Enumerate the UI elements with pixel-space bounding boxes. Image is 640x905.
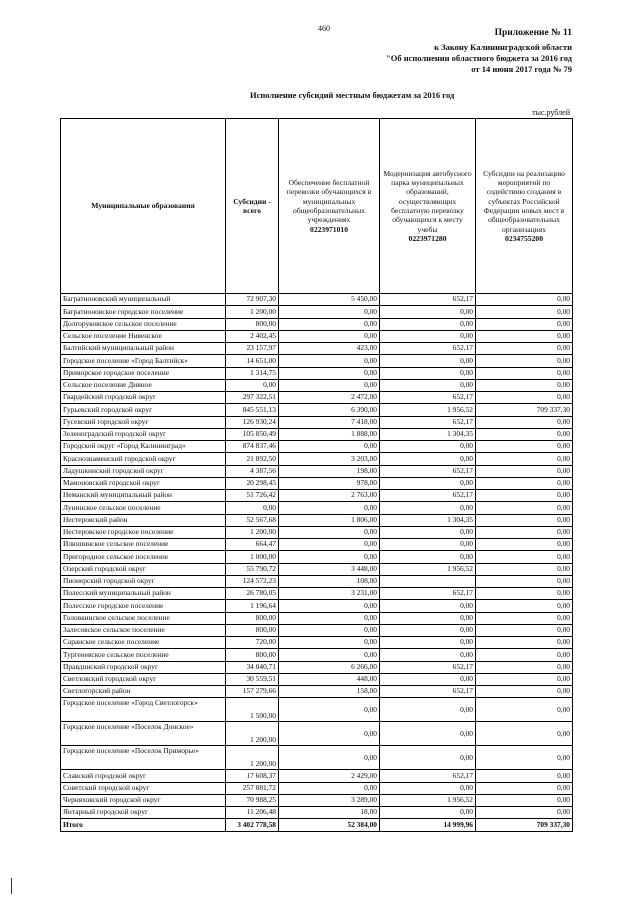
- cell-transport: 3 203,00: [279, 453, 380, 465]
- column-header-total: [226, 119, 279, 294]
- table-row: [61, 355, 573, 367]
- table-row: [61, 588, 573, 600]
- cell-municipality: Полесское городское поселение: [61, 600, 226, 612]
- cell-municipality: Янтарный городской округ: [61, 807, 226, 819]
- cell-municipality: Лунинское сельское поселение: [61, 502, 226, 514]
- total-cell-total: 3 402 778,58: [226, 819, 279, 832]
- cell-new-places: 0,00: [476, 453, 573, 465]
- table-row: [61, 782, 573, 794]
- cell-transport: 0,00: [279, 539, 380, 551]
- table-row: [61, 722, 573, 746]
- table-row: [61, 294, 573, 306]
- cell-municipality: Приморское городское поселение: [61, 367, 226, 379]
- cell-transport: 0,00: [279, 637, 380, 649]
- cell-total: 11 206,48: [226, 807, 279, 819]
- table-row: [61, 539, 573, 551]
- table-header-row: [61, 119, 573, 294]
- cell-bus-fleet: 0,00: [380, 722, 476, 746]
- cell-new-places: 0,00: [476, 318, 573, 330]
- cell-municipality: Багратионовский муниципальный: [61, 294, 226, 306]
- column-header-label: Муниципальные образования: [91, 201, 195, 211]
- page-number: 460: [318, 24, 330, 33]
- cell-transport: 0,00: [279, 441, 380, 453]
- table-row: [61, 330, 573, 342]
- cell-bus-fleet: 0,00: [380, 367, 476, 379]
- cell-bus-fleet: 652,17: [380, 416, 476, 428]
- table-row: [61, 416, 573, 428]
- table-row: [61, 661, 573, 673]
- cell-total: 1 200,00: [226, 526, 279, 538]
- table-row: [61, 428, 573, 440]
- cell-bus-fleet: 0,00: [380, 318, 476, 330]
- cell-new-places: 0,00: [476, 782, 573, 794]
- cell-new-places: 0,00: [476, 588, 573, 600]
- cell-new-places: 0,00: [476, 392, 573, 404]
- cell-bus-fleet: 0,00: [380, 807, 476, 819]
- cell-total: 55 790,72: [226, 563, 279, 575]
- cell-new-places: 0,00: [476, 563, 573, 575]
- cell-municipality: Мамоновский городской округ: [61, 477, 226, 489]
- cell-new-places: 0,00: [476, 661, 573, 673]
- cell-new-places: 0,00: [476, 539, 573, 551]
- table-row: [61, 526, 573, 538]
- cell-municipality: Гусевский городской округ: [61, 416, 226, 428]
- cell-bus-fleet: 0,00: [380, 453, 476, 465]
- cell-bus-fleet: 0,00: [380, 551, 476, 563]
- cell-bus-fleet: 652,17: [380, 465, 476, 477]
- table-row: [61, 612, 573, 624]
- table-row: [61, 770, 573, 782]
- cell-new-places: 0,00: [476, 465, 573, 477]
- cell-bus-fleet: 0,00: [380, 441, 476, 453]
- total-cell-bus-fleet: 14 999,96: [380, 819, 476, 832]
- cell-total: 664,47: [226, 539, 279, 551]
- column-header-transport: [279, 119, 380, 294]
- cell-new-places: 0,00: [476, 416, 573, 428]
- cell-new-places: 0,00: [476, 686, 573, 698]
- cell-new-places: 0,00: [476, 600, 573, 612]
- cell-transport: 0,00: [279, 306, 380, 318]
- cell-transport: 3 231,00: [279, 588, 380, 600]
- cell-municipality: Нестеровский район: [61, 514, 226, 526]
- cell-transport: 198,00: [279, 465, 380, 477]
- cell-total: 800,00: [226, 612, 279, 624]
- cell-bus-fleet: 652,17: [380, 686, 476, 698]
- column-header-code: 0223971280: [408, 233, 447, 243]
- table-body: [61, 294, 573, 832]
- cell-transport: 978,00: [279, 477, 380, 489]
- cell-bus-fleet: 0,00: [380, 746, 476, 770]
- table-row: [61, 306, 573, 318]
- cell-transport: 108,00: [279, 575, 380, 587]
- table-row: [61, 746, 573, 770]
- column-header-label: Субсидии на реализацию мероприятий по содействию создания в субъектах Российской Федерации новых мест в общеобразовательных организациях: [483, 168, 565, 234]
- column-header-municipality: [61, 119, 226, 294]
- cell-municipality: Светловский городской округ: [61, 673, 226, 685]
- cell-transport: 0,00: [279, 746, 380, 770]
- cell-new-places: 0,00: [476, 637, 573, 649]
- table-row: [61, 673, 573, 685]
- cell-new-places: 0,00: [476, 490, 573, 502]
- cell-new-places: 0,00: [476, 367, 573, 379]
- cell-transport: 6 266,00: [279, 661, 380, 673]
- cell-transport: 0,00: [279, 526, 380, 538]
- cell-municipality: Озерский городской округ: [61, 563, 226, 575]
- table-row: [61, 575, 573, 587]
- cell-bus-fleet: 0,00: [380, 306, 476, 318]
- cell-bus-fleet: 0,00: [380, 600, 476, 612]
- cell-total: 20 298,45: [226, 477, 279, 489]
- cell-municipality: Городское поселение «Город Светлогорск»: [61, 698, 226, 722]
- cell-transport: 423,00: [279, 343, 380, 355]
- cell-bus-fleet: 1 304,35: [380, 514, 476, 526]
- cell-municipality: Неманский муниципальный район: [61, 490, 226, 502]
- cell-transport: 0,00: [279, 379, 380, 391]
- table-row: [61, 624, 573, 636]
- cell-municipality: Сельское поселение Нивенское: [61, 330, 226, 342]
- cell-new-places: 0,00: [476, 379, 573, 391]
- cell-municipality: Багратионовское городское поселение: [61, 306, 226, 318]
- cell-transport: 0,00: [279, 600, 380, 612]
- cell-new-places: 0,00: [476, 794, 573, 806]
- cell-municipality: Пригородное сельское поселение: [61, 551, 226, 563]
- cell-total: 30 559,51: [226, 673, 279, 685]
- cell-new-places: 0,00: [476, 551, 573, 563]
- margin-mark: [11, 878, 12, 894]
- cell-municipality: Городское поселение «Город Балтийск»: [61, 355, 226, 367]
- total-cell-new-places: 709 337,30: [476, 819, 573, 832]
- document-title: Исполнение субсидий местным бюджетам за 2016 год: [250, 90, 455, 100]
- cell-total: 17 608,37: [226, 770, 279, 782]
- appendix-label: Приложение № 11: [494, 28, 572, 38]
- cell-new-places: 0,00: [476, 514, 573, 526]
- cell-bus-fleet: 1 956,52: [380, 563, 476, 575]
- cell-municipality: Зеленоградский городской округ: [61, 428, 226, 440]
- cell-municipality: Правдинский городской округ: [61, 661, 226, 673]
- cell-total: 1 314,75: [226, 367, 279, 379]
- cell-total: 4 387,56: [226, 465, 279, 477]
- cell-new-places: 0,00: [476, 428, 573, 440]
- cell-transport: 6 390,00: [279, 404, 380, 416]
- cell-transport: 1 806,00: [279, 514, 380, 526]
- cell-municipality: Головкинское сельское поселение: [61, 612, 226, 624]
- table-row: [61, 794, 573, 806]
- cell-total: 800,00: [226, 318, 279, 330]
- cell-transport: 0,00: [279, 355, 380, 367]
- table-row: [61, 698, 573, 722]
- table-row: [61, 392, 573, 404]
- cell-transport: 0,00: [279, 722, 380, 746]
- cell-transport: 2 472,00: [279, 392, 380, 404]
- cell-municipality: Илюшинское сельское поселение: [61, 539, 226, 551]
- cell-transport: 3 289,00: [279, 794, 380, 806]
- cell-municipality: Краснознаменский городской округ: [61, 453, 226, 465]
- cell-bus-fleet: 0,00: [380, 477, 476, 489]
- cell-transport: 0,00: [279, 330, 380, 342]
- cell-transport: 2 763,00: [279, 490, 380, 502]
- cell-total: 70 988,25: [226, 794, 279, 806]
- cell-transport: 3 448,00: [279, 563, 380, 575]
- cell-total: 257 881,72: [226, 782, 279, 794]
- cell-bus-fleet: 0,00: [380, 637, 476, 649]
- cell-bus-fleet: 652,17: [380, 392, 476, 404]
- cell-municipality: Городское поселение «Поселок Приморье»: [61, 746, 226, 770]
- cell-transport: 0,00: [279, 502, 380, 514]
- cell-total: 1 200,00: [226, 722, 279, 746]
- cell-municipality: Балтийский муниципальный район: [61, 343, 226, 355]
- cell-total: 2 402,45: [226, 330, 279, 342]
- table-row: [61, 379, 573, 391]
- cell-transport: 0,00: [279, 318, 380, 330]
- table-row: [61, 686, 573, 698]
- cell-bus-fleet: 0,00: [380, 526, 476, 538]
- cell-bus-fleet: 652,17: [380, 588, 476, 600]
- cell-bus-fleet: 0,00: [380, 673, 476, 685]
- cell-total: 800,00: [226, 649, 279, 661]
- cell-transport: 18,00: [279, 807, 380, 819]
- cell-bus-fleet: 0,00: [380, 330, 476, 342]
- cell-new-places: 0,00: [476, 477, 573, 489]
- cell-bus-fleet: 652,17: [380, 661, 476, 673]
- cell-new-places: 0,00: [476, 722, 573, 746]
- cell-transport: 1 888,00: [279, 428, 380, 440]
- cell-total: 34 040,71: [226, 661, 279, 673]
- cell-new-places: 0,00: [476, 526, 573, 538]
- cell-total: 21 892,50: [226, 453, 279, 465]
- cell-total: 124 572,23: [226, 575, 279, 587]
- cell-municipality: Гурьевский городской округ: [61, 404, 226, 416]
- column-header-new-places: [476, 119, 573, 294]
- cell-municipality: Черняховский городской округ: [61, 794, 226, 806]
- law-title: "Об исполнении областного бюджета за 2016 год: [386, 53, 572, 63]
- cell-total: 800,00: [226, 624, 279, 636]
- cell-bus-fleet: 1 956,52: [380, 404, 476, 416]
- cell-bus-fleet: 0,00: [380, 698, 476, 722]
- column-header-code: 0234755200: [505, 233, 543, 243]
- cell-transport: 158,00: [279, 686, 380, 698]
- cell-municipality: Гвардейский городской округ: [61, 392, 226, 404]
- cell-bus-fleet: 0,00: [380, 649, 476, 661]
- table-row: [61, 807, 573, 819]
- table-row: [61, 453, 573, 465]
- cell-new-places: 0,00: [476, 343, 573, 355]
- cell-municipality: Советский городской округ: [61, 782, 226, 794]
- cell-new-places: 0,00: [476, 355, 573, 367]
- cell-bus-fleet: 0,00: [380, 379, 476, 391]
- cell-new-places: 0,00: [476, 807, 573, 819]
- table-row: [61, 490, 573, 502]
- cell-new-places: 0,00: [476, 575, 573, 587]
- cell-transport: 0,00: [279, 367, 380, 379]
- table-row: [61, 649, 573, 661]
- cell-bus-fleet: [380, 575, 476, 587]
- table-row: [61, 637, 573, 649]
- cell-new-places: 0,00: [476, 330, 573, 342]
- cell-total: 126 930,24: [226, 416, 279, 428]
- unit-label: тыс.рублей: [532, 108, 570, 117]
- cell-bus-fleet: 652,17: [380, 490, 476, 502]
- cell-total: 51 726,42: [226, 490, 279, 502]
- table-row: [61, 367, 573, 379]
- cell-bus-fleet: 652,17: [380, 294, 476, 306]
- cell-total: 297 322,51: [226, 392, 279, 404]
- cell-municipality: Пионерский городской округ: [61, 575, 226, 587]
- total-cell-transport: 52 384,00: [279, 819, 380, 832]
- cell-transport: 0,00: [279, 624, 380, 636]
- cell-new-places: 0,00: [476, 624, 573, 636]
- law-date: от 14 июня 2017 года № 79: [471, 64, 572, 74]
- cell-municipality: Светлогорский район: [61, 686, 226, 698]
- cell-total: 26 780,05: [226, 588, 279, 600]
- cell-transport: 2 429,00: [279, 770, 380, 782]
- table-row: [61, 551, 573, 563]
- cell-bus-fleet: 0,00: [380, 355, 476, 367]
- cell-municipality: Сельское поселение Дивное: [61, 379, 226, 391]
- cell-bus-fleet: 0,00: [380, 539, 476, 551]
- cell-new-places: 0,00: [476, 673, 573, 685]
- total-cell-municipality: Итого: [61, 819, 226, 832]
- cell-total: 0,00: [226, 502, 279, 514]
- cell-bus-fleet: 1 304,35: [380, 428, 476, 440]
- cell-new-places: 0,00: [476, 770, 573, 782]
- cell-total: 157 279,66: [226, 686, 279, 698]
- column-header-code: 0223971010: [310, 224, 348, 234]
- column-header-label: Модернизация автобусного парка муниципальных образований, осуществляющих бесплатную перевозку обучающихся к месту учебы: [383, 168, 472, 234]
- cell-municipality: Городское поселение «Поселок Донское»: [61, 722, 226, 746]
- cell-total: 1 196,64: [226, 600, 279, 612]
- cell-bus-fleet: 1 956,52: [380, 794, 476, 806]
- cell-new-places: 0,00: [476, 441, 573, 453]
- cell-bus-fleet: 0,00: [380, 782, 476, 794]
- cell-new-places: 0,00: [476, 502, 573, 514]
- cell-total: 52 567,68: [226, 514, 279, 526]
- cell-municipality: Залесовское сельское поселение: [61, 624, 226, 636]
- table-row: [61, 404, 573, 416]
- column-header-label: Субсидии - всего: [233, 196, 271, 215]
- table-row: [61, 600, 573, 612]
- cell-municipality: Полесский муниципальный район: [61, 588, 226, 600]
- cell-total: 1 200,00: [226, 306, 279, 318]
- cell-new-places: 0,00: [476, 306, 573, 318]
- cell-total: 23 157,97: [226, 343, 279, 355]
- cell-total: 72 907,30: [226, 294, 279, 306]
- cell-total: 14 651,00: [226, 355, 279, 367]
- cell-total: 1 200,00: [226, 746, 279, 770]
- cell-new-places: 0,00: [476, 698, 573, 722]
- cell-transport: 0,00: [279, 782, 380, 794]
- table-row: [61, 502, 573, 514]
- cell-bus-fleet: 0,00: [380, 624, 476, 636]
- column-header-bus-fleet: [380, 119, 476, 294]
- table-row: [61, 318, 573, 330]
- table-row: [61, 343, 573, 355]
- table-row: [61, 514, 573, 526]
- column-header-label: Обеспечение бесплатной перевозки обучающихся в муниципальных общеобразовательных учреждениях: [286, 178, 372, 225]
- cell-transport: 7 418,00: [279, 416, 380, 428]
- cell-new-places: 0,00: [476, 649, 573, 661]
- cell-total: 105 850,49: [226, 428, 279, 440]
- cell-bus-fleet: 652,17: [380, 343, 476, 355]
- table-total-row: [61, 819, 573, 832]
- cell-total: 1 000,00: [226, 551, 279, 563]
- cell-bus-fleet: 0,00: [380, 612, 476, 624]
- cell-municipality: Ладушкинский городской округ: [61, 465, 226, 477]
- cell-total: 874 837,46: [226, 441, 279, 453]
- cell-total: 1 500,00: [226, 698, 279, 722]
- cell-municipality: Нестеровское городское поселение: [61, 526, 226, 538]
- cell-new-places: 0,00: [476, 612, 573, 624]
- cell-total: 0,00: [226, 379, 279, 391]
- cell-new-places: 0,00: [476, 746, 573, 770]
- cell-transport: 0,00: [279, 649, 380, 661]
- cell-total: 845 551,13: [226, 404, 279, 416]
- cell-municipality: Городской округ «Город Калининград»: [61, 441, 226, 453]
- cell-municipality: Тургеневское сельское поселение: [61, 649, 226, 661]
- cell-bus-fleet: 652,17: [380, 770, 476, 782]
- cell-transport: 0,00: [279, 612, 380, 624]
- law-reference: к Закону Калининградской области: [434, 42, 572, 52]
- table-row: [61, 441, 573, 453]
- cell-transport: 0,00: [279, 551, 380, 563]
- table-row: [61, 477, 573, 489]
- cell-transport: 448,00: [279, 673, 380, 685]
- cell-municipality: Саранское сельское поселение: [61, 637, 226, 649]
- table-row: [61, 563, 573, 575]
- cell-transport: 0,00: [279, 698, 380, 722]
- table-row: [61, 465, 573, 477]
- cell-transport: 5 450,00: [279, 294, 380, 306]
- subsidies-table: [60, 118, 573, 832]
- cell-new-places: 0,00: [476, 294, 573, 306]
- cell-municipality: Славский городской округ: [61, 770, 226, 782]
- cell-municipality: Долгоруковское сельское поселение: [61, 318, 226, 330]
- cell-new-places: 709 337,30: [476, 404, 573, 416]
- cell-total: 720,00: [226, 637, 279, 649]
- cell-bus-fleet: 0,00: [380, 502, 476, 514]
